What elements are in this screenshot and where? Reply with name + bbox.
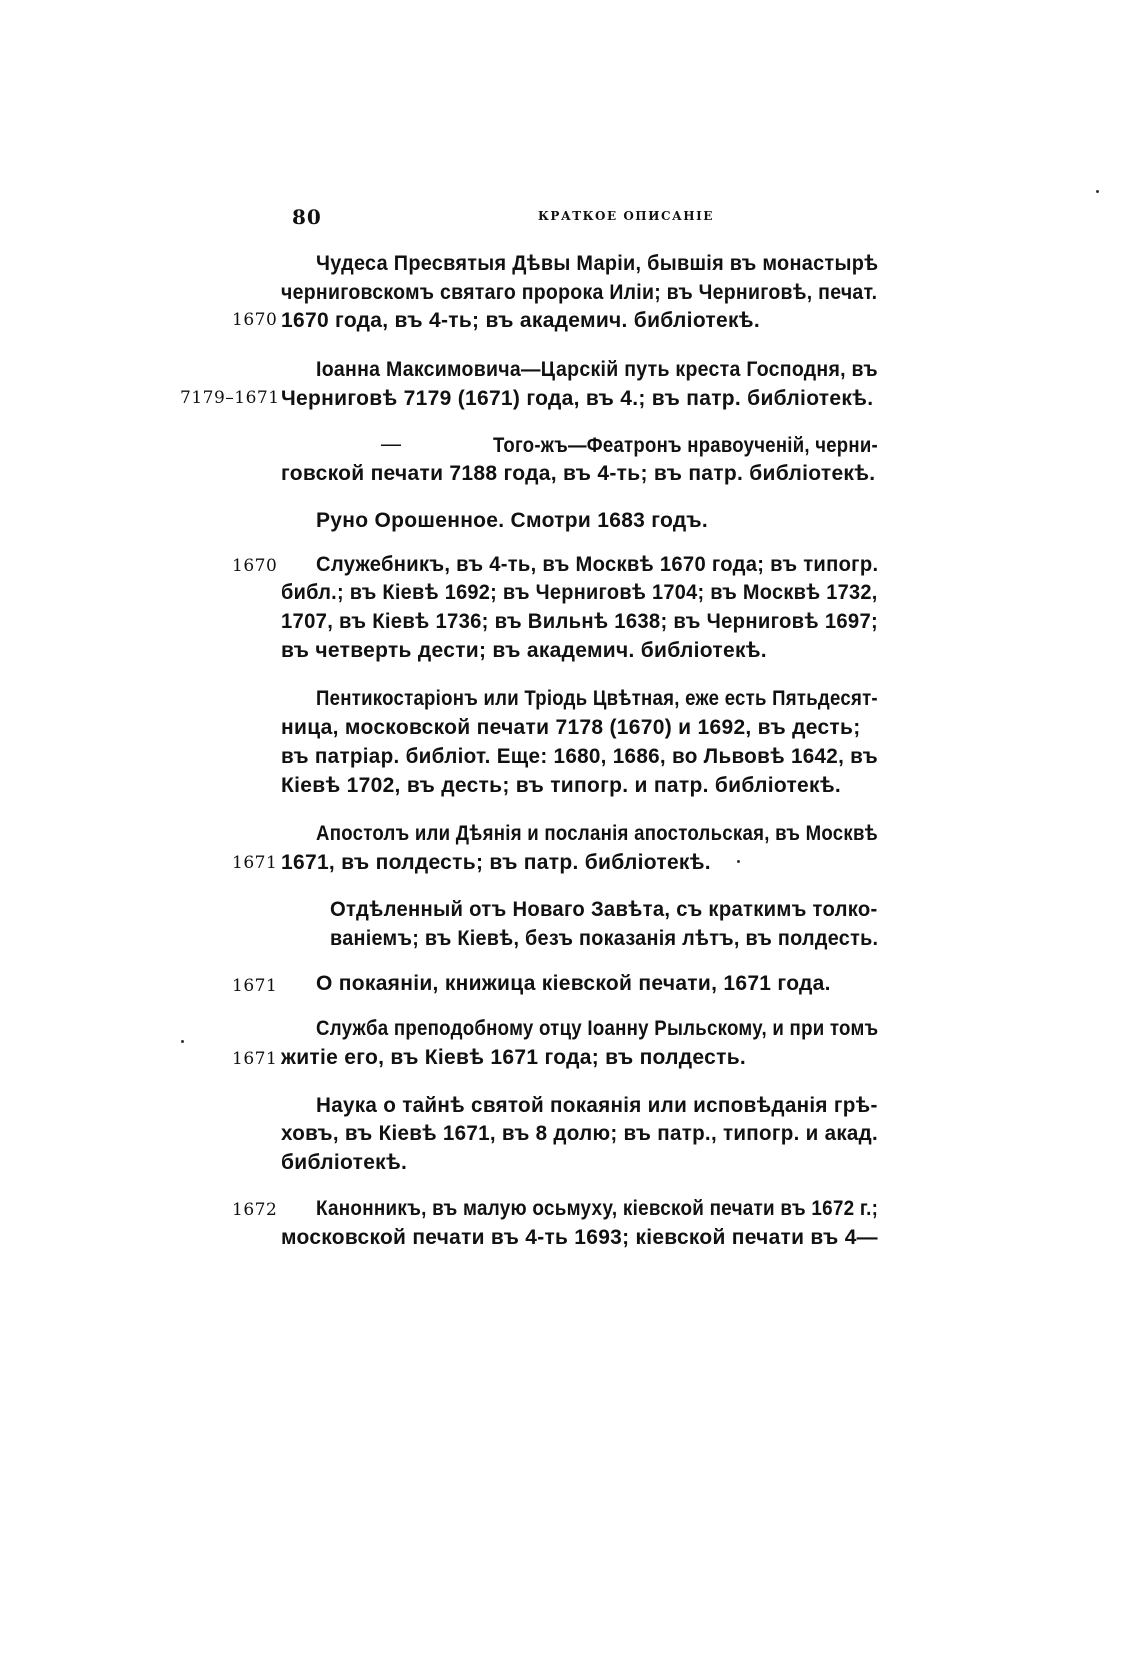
- entry-line: говской печати 7188 года, въ 4-ть; въ патр. библіотекѣ.: [281, 462, 876, 485]
- entry-line: Кіевѣ 1702, въ десть; въ типогр. и патр. библіотекѣ.: [281, 774, 842, 797]
- running-title: КРАТКОЕ ОПИСАНІЕ: [538, 209, 714, 223]
- entry-line: О покаяніи, книжица кіевской печати, 1671 года.: [316, 972, 831, 995]
- margin-year: 1671: [232, 976, 278, 996]
- page-number: 80: [292, 205, 322, 229]
- entry-line: Чудеса Пресвятыя Дѣвы Маріи, бывшія въ монастырѣ: [316, 252, 879, 275]
- entry-line: Наука о тайнѣ святой покаянія или исповѣданія грѣ-: [316, 1094, 878, 1117]
- margin-year: 1671: [232, 1049, 278, 1069]
- entry-line: Пентикостаріонъ или Тріодь Цвѣтная, еже есть Пятьдесят-: [316, 687, 878, 710]
- entry-line: Канонникъ, въ малую осьмуху, кіевской печати въ 1672 г.;: [316, 1197, 879, 1220]
- margin-year: 7179–1671: [180, 388, 280, 408]
- entry-line: въ четверть дести; въ академич. библіотекѣ.: [281, 639, 767, 662]
- margin-year: 1672: [232, 1200, 278, 1220]
- entry-line: Руно Орошенное. Смотри 1683 годъ.: [316, 509, 709, 532]
- entry-line: Отдѣленный отъ Новаго Завѣта, съ краткимъ толко-: [330, 898, 878, 921]
- ditto-dash: —: [380, 432, 402, 457]
- entry-line: Служба преподобному отцу Іоанну Рыльскому, и при томъ: [316, 1017, 879, 1040]
- entry-line: 1671, въ полдесть; въ патр. библіотекѣ.: [281, 851, 711, 874]
- scan-speck: [1096, 190, 1099, 193]
- scan-speck: [181, 1040, 184, 1043]
- entry-line: 1707, въ Кіевѣ 1736; въ Вильнѣ 1638; въ Черниговѣ 1697;: [281, 610, 879, 633]
- entry-line: Служебникъ, въ 4-ть, въ Москвѣ 1670 года; въ типогр.: [316, 553, 879, 576]
- entry-line: ница, московской печати 7178 (1670) и 1692, въ десть;: [281, 716, 861, 739]
- margin-year: 1670: [232, 556, 278, 576]
- entry-line: Того-жъ—Феатронъ нравоученій, черни-: [493, 434, 878, 457]
- margin-year: 1670: [232, 310, 278, 330]
- entry-line: Черниговѣ 7179 (1671) года, въ 4.; въ патр. библіотекѣ.: [281, 387, 874, 410]
- entry-line: Іоанна Максимовича—Царскій путь креста Господня, въ: [316, 358, 878, 381]
- entry-line: въ патріар. библіот. Еще: 1680, 1686, во Львовѣ 1642, въ: [281, 745, 879, 768]
- entry-line: черниговскомъ святаго пророка Иліи; въ Черниговѣ, печат.: [281, 281, 878, 304]
- scan-speck: [737, 860, 740, 863]
- entry-line: библіотекѣ.: [281, 1151, 408, 1174]
- entry-line: ваніемъ; въ Кіевѣ, безъ показанія лѣтъ, въ полдесть.: [330, 927, 879, 950]
- entry-line: московской печати въ 4-ть 1693; кіевской печати въ 4—: [281, 1226, 878, 1249]
- margin-year: 1671: [232, 853, 278, 873]
- page-header: [0, 205, 1140, 235]
- entry-line: житіе его, въ Кіевѣ 1671 года; въ полдесть.: [281, 1046, 747, 1069]
- entry-line: 1670 года, въ 4-ть; въ академич. библіотекѣ.: [281, 309, 760, 332]
- entry-line: ховъ, въ Кіевѣ 1671, въ 8 долю; въ патр., типогр. и акад.: [281, 1122, 879, 1145]
- entry-line: библ.; въ Кіевѣ 1692; въ Черниговѣ 1704; въ Москвѣ 1732,: [281, 581, 878, 604]
- entry-line: Апостолъ или Дѣянія и посланія апостольская, въ Москвѣ: [316, 822, 879, 845]
